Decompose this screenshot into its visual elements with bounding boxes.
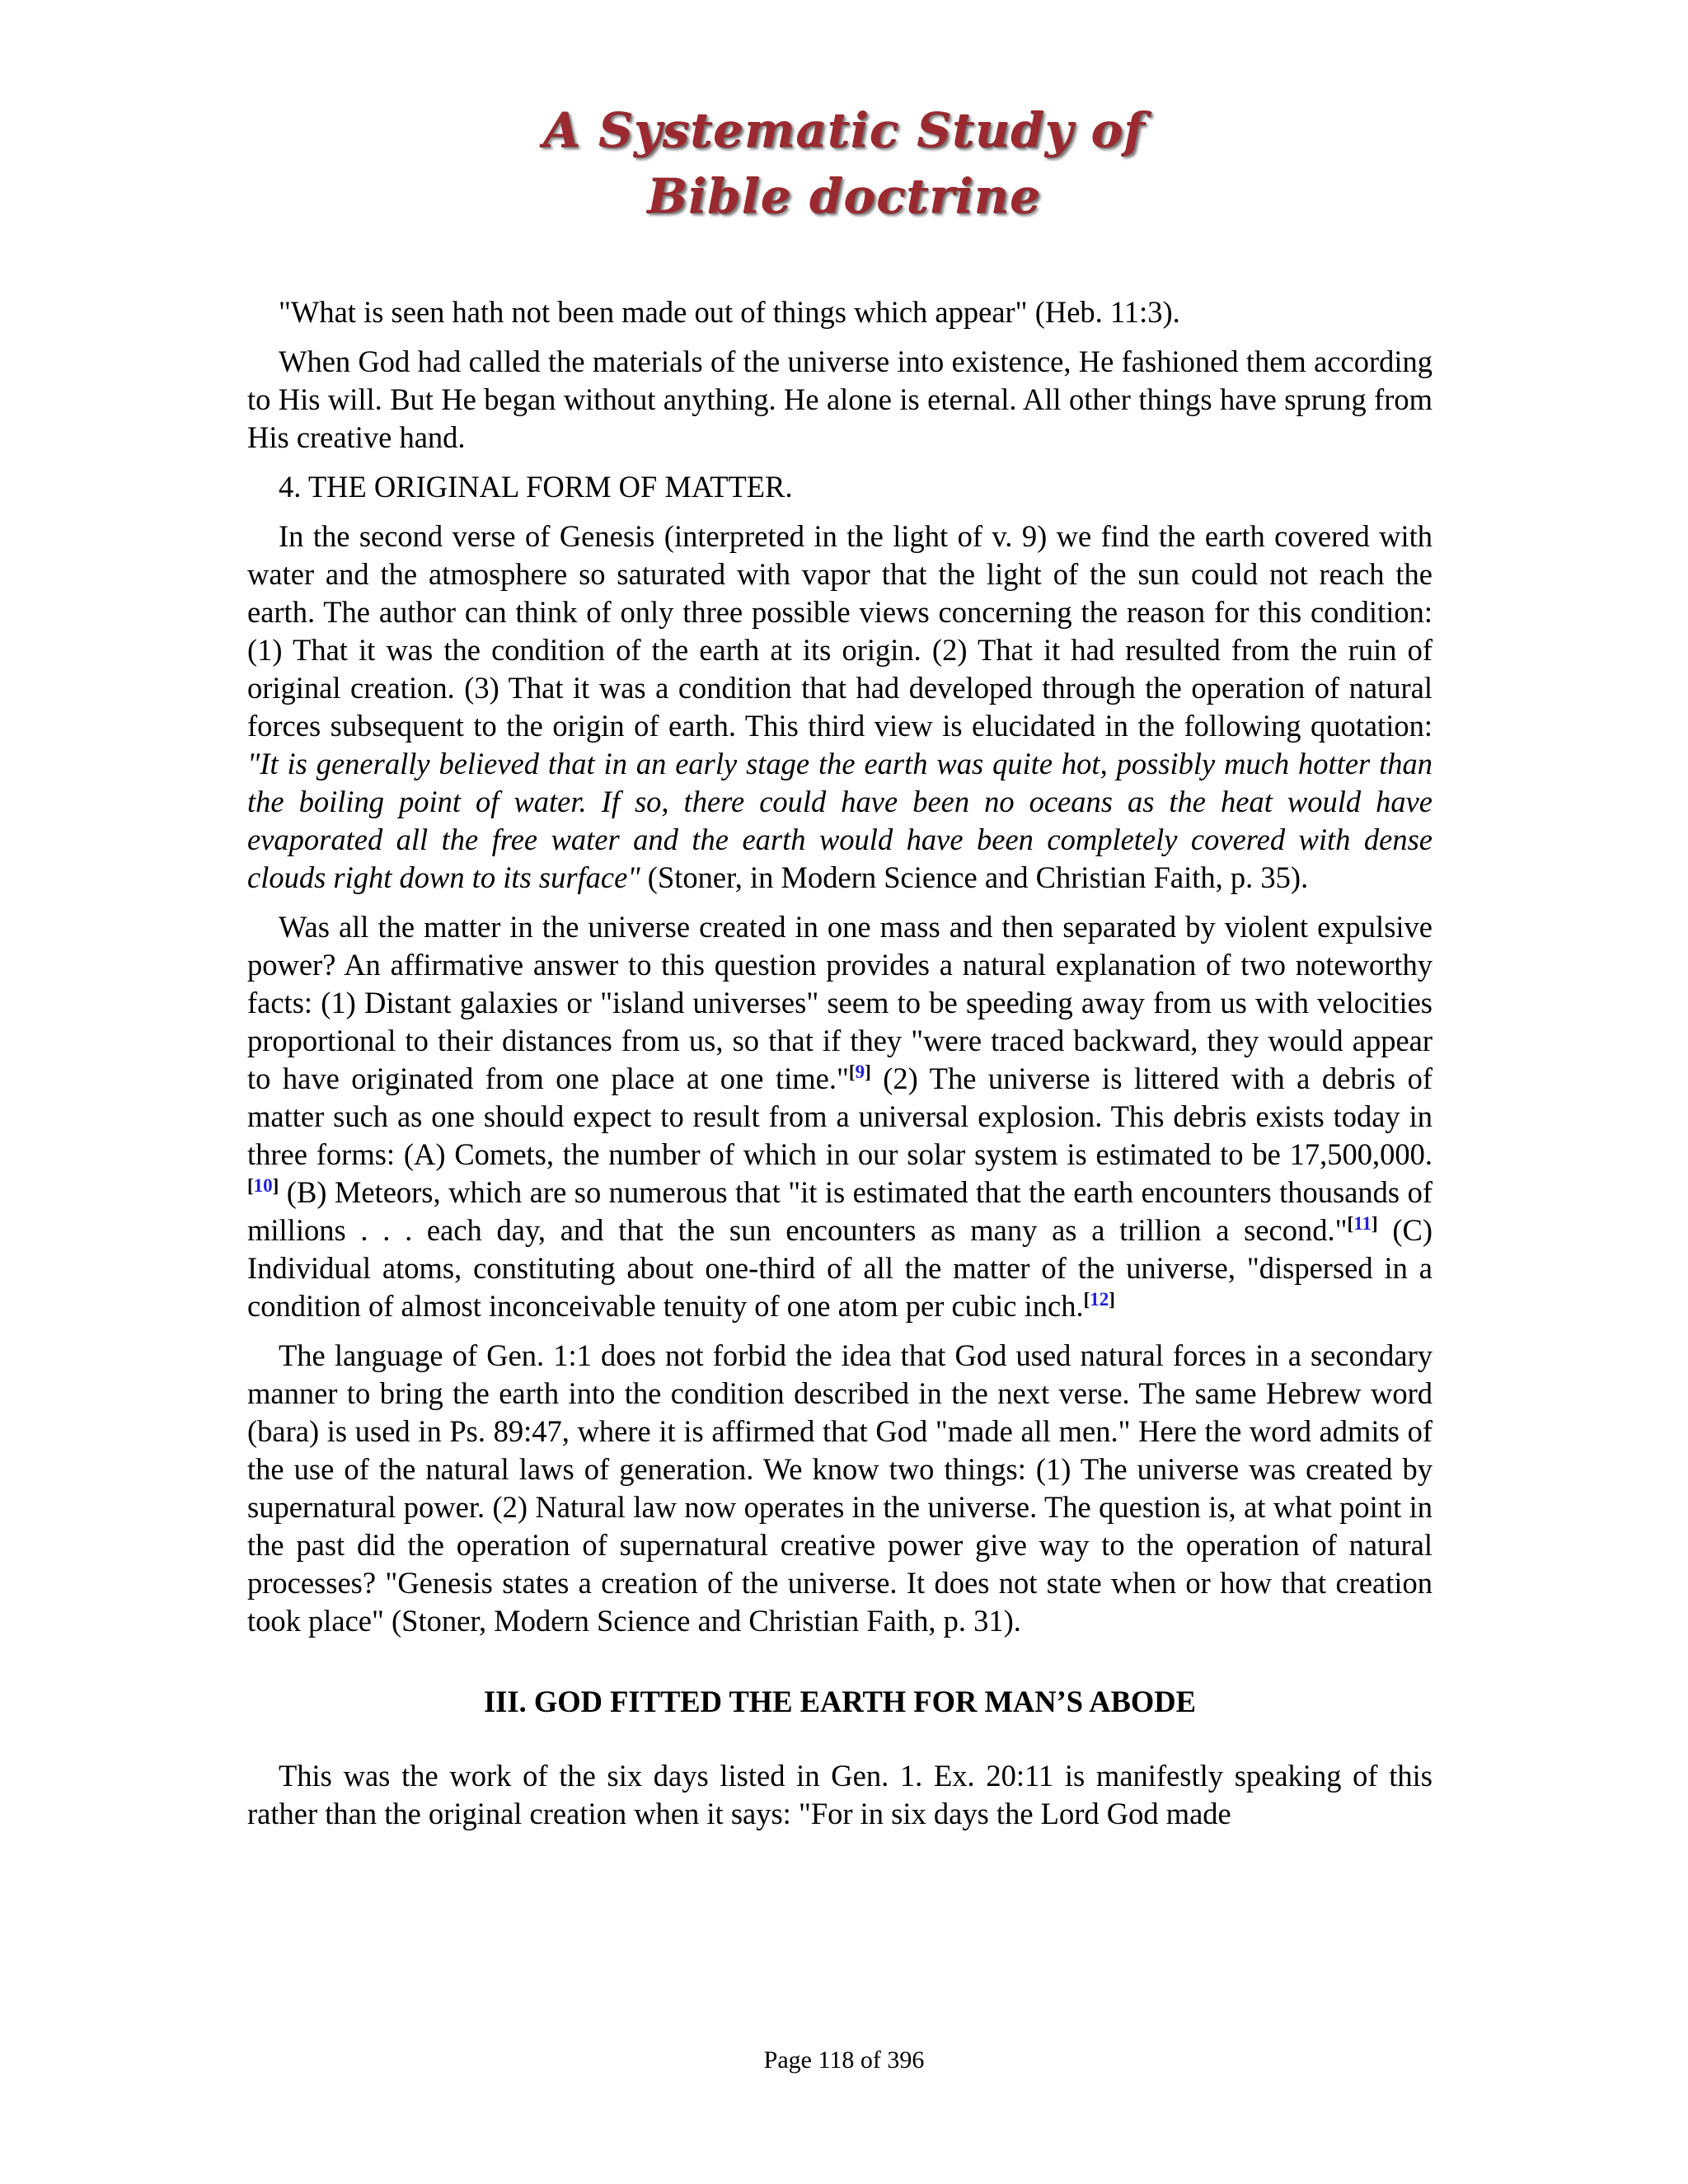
paragraph-expulsive-power xyxy=(247,908,1432,1325)
logo-line-2: Bible doctrine xyxy=(647,168,1041,224)
paragraph-heb-quote: "What is seen hath not been made out of things which appear" (Heb. 11:3). xyxy=(279,295,1180,329)
footnote-link-12[interactable]: [12] xyxy=(1083,1289,1115,1310)
paragraph-expulsive-text-a: Was all the matter in the universe created in one mass and then separated by violent expulsive power? An affirmative answer to this question provides a natural explanation of two noteworthy facts: (1) Distant galaxies or "island universes" seem to be speeding away from us with velocities proportional to their distances from us, so that if they "were traced backward, they would appear to have originated from one place at one time." xyxy=(247,910,1432,1095)
paragraph-six-days: This was the work of the six days listed in Gen. 1. Ex. 20:11 is manifestly speaking of this rather than the original creation when it says: "For in six days the Lord God made xyxy=(247,1759,1432,1830)
stoner-quote: "It is generally believed that in an early stage the earth was quite hot, possibly much hotter than the boiling point of water. If so, there could have been no oceans as the heat would have evaporated all the free water and the earth would have been completely covered with dense clouds right down to its surface" xyxy=(247,747,1432,894)
site-logo xyxy=(0,97,1688,229)
page-content xyxy=(247,293,1432,1844)
footnote-link-9[interactable]: [9] xyxy=(848,1062,871,1082)
stoner-citation: (Stoner, in Modern Science and Christian Faith, p. 35). xyxy=(640,860,1309,894)
footnote-link-10[interactable]: [10] xyxy=(247,1175,279,1196)
paragraph-materials: When God had called the materials of the universe into existence, He fashioned them according to His will. But He began without anything. He alone is eternal. All other things have sprung from His creative hand. xyxy=(247,344,1432,454)
footnote-link-11[interactable]: [11] xyxy=(1347,1213,1378,1234)
page-number: Page 118 of 396 xyxy=(763,2046,925,2074)
paragraph-genesis-text: In the second verse of Genesis (interpreted in the light of v. 9) we find the earth covered with water and the atmosphere so saturated with vapor that the light of the sun could not reach the earth. The author can think of only three possible views concerning the reason for this condition: (1) That it was the condition of the earth at its origin. (2) That it had resulted from the ruin of original creation. (3) That it was a condition that had developed through the operation of natural forces subsequent to the origin of earth. This third view is elucidated in the following quotation: xyxy=(247,519,1432,743)
paragraph-expulsive-text-b: (2) The universe is littered with a debris of matter such as one should expect to result from a universal explosion. This debris exists today in three forms: (A) Comets, the number of which in our solar system is estimated to be 17,500,000. xyxy=(247,1062,1432,1171)
section-heading: III. GOD FITTED THE EARTH FOR MAN’S ABODE xyxy=(483,1685,1197,1718)
paragraph-expulsive-text-d: (C) Individual atoms, constituting about one-third of all the matter of the universe, "dispersed in a condition of almost inconceivable tenuity of one atom per cubic inch. xyxy=(247,1213,1433,1323)
paragraph-expulsive-text-c: (B) Meteors, which are so numerous that "it is estimated that the earth encounters thousands of millions . . . each day, and that the sun encounters as many as a trillion a second." xyxy=(247,1175,1432,1247)
paragraph-genesis-second-verse xyxy=(247,518,1432,897)
logo-line-1: A Systematic Study of xyxy=(542,102,1146,158)
subheading-original-form: 4. THE ORIGINAL FORM OF MATTER. xyxy=(279,470,793,504)
paragraph-gen-language: The language of Gen. 1:1 does not forbid the idea that God used natural forces in a secondary manner to bring the earth into the condition described in the next verse. The same Hebrew word (bara) is used in Ps. 89:47, where it is affirmed that God "made all men." Here the word admits of the use of the natural laws of generation. We know two things: (1) The universe was created by supernatural power. (2) Natural law now operates in the universe. The question is, at what point in the past did the operation of supernatural creative power give way to the operation of natural processes? "Genesis states a creation of the universe. It does not state when or how that creation took place" (Stoner, Modern Science and Christian Faith, p. 31). xyxy=(247,1338,1432,1638)
